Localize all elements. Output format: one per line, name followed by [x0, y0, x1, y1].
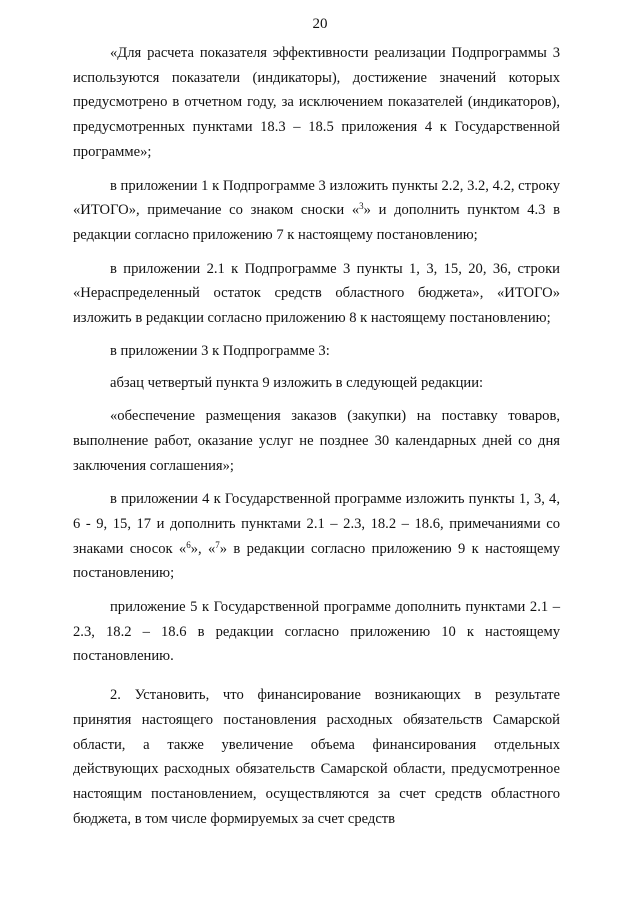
paragraph-text: » и дополнить пунктом 4.3 в редакции согласно приложению 7 к настоящему постановлению; [73, 202, 560, 243]
paragraph-text: » в редакции согласно приложению 9 к настоящему постановлению; [73, 540, 560, 582]
page-number: 20 [312, 16, 328, 32]
paragraph-abzac: абзац четвертый пункта 9 изложить в следующей редакции: [110, 375, 484, 392]
paragraph-item-2: 2. Установить, что финансирование возникающих в результате принятия настоящего постановления расходных обязательств Самарской области, а также увеличение объема финансирования отдельных действующих расходных обязательств Самарской области, предусмотренное настоящим постановлением, осуществляются за счет средств областного бюджета, в том числе формируемых за счет средств [73, 687, 560, 827]
paragraph-quote-orders: «обеспечение размещения заказов (закупки) на поставку товаров, выполнение работ, оказание услуг не позднее 30 календарных дней со дня заключения соглашения»; [73, 408, 560, 474]
paragraph-text: в приложении 4 к Государственной программе изложить пункты 1, 3, 4, 6 - 9, 15, 17 и дополнить пунктами 2.1 – 2.3, 18.2 – 18.6, примечаниями со знаками сносок « [73, 491, 560, 557]
footnote-mark: 6 [186, 539, 191, 550]
paragraph-appendix-1 [73, 174, 560, 248]
footnote-mark: 7 [215, 539, 220, 550]
paragraph-text: », « [190, 540, 216, 557]
document-body [73, 41, 560, 831]
paragraph-appendix-3: в приложении 3 к Подпрограмме 3: [110, 342, 330, 359]
paragraph-text: в приложении 1 к Подпрограмме 3 изложить пункты 2.2, 3.2, 4.2, строку «ИТОГО», примечание со знаком сноски « [73, 177, 560, 219]
footnote-mark: 3 [359, 201, 364, 212]
paragraph-appendix-2-1: в приложении 2.1 к Подпрограмме 3 пункты 1, 3, 15, 20, 36, строки «Нераспределенный остаток средств областного бюджета», «ИТОГО» изложить в редакции согласно приложению 8 к настоящему постановлению; [73, 260, 560, 327]
paragraph-appendix-4 [73, 487, 560, 586]
paragraph-appendix-5: приложение 5 к Государственной программе дополнить пунктами 2.1 – 2.3, 18.2 – 18.6 в редакции согласно приложению 10 к настоящему постановлению. [73, 599, 560, 665]
paragraph-indicators: «Для расчета показателя эффективности реализации Подпрограммы 3 используются показатели (индикаторы), достижение значений которых предусмотрено в отчетном году, за исключением показателей (индикаторов), предусмотренных пунктами 18.3 – 18.5 приложения 4 к Государственной программе»; [73, 45, 560, 160]
